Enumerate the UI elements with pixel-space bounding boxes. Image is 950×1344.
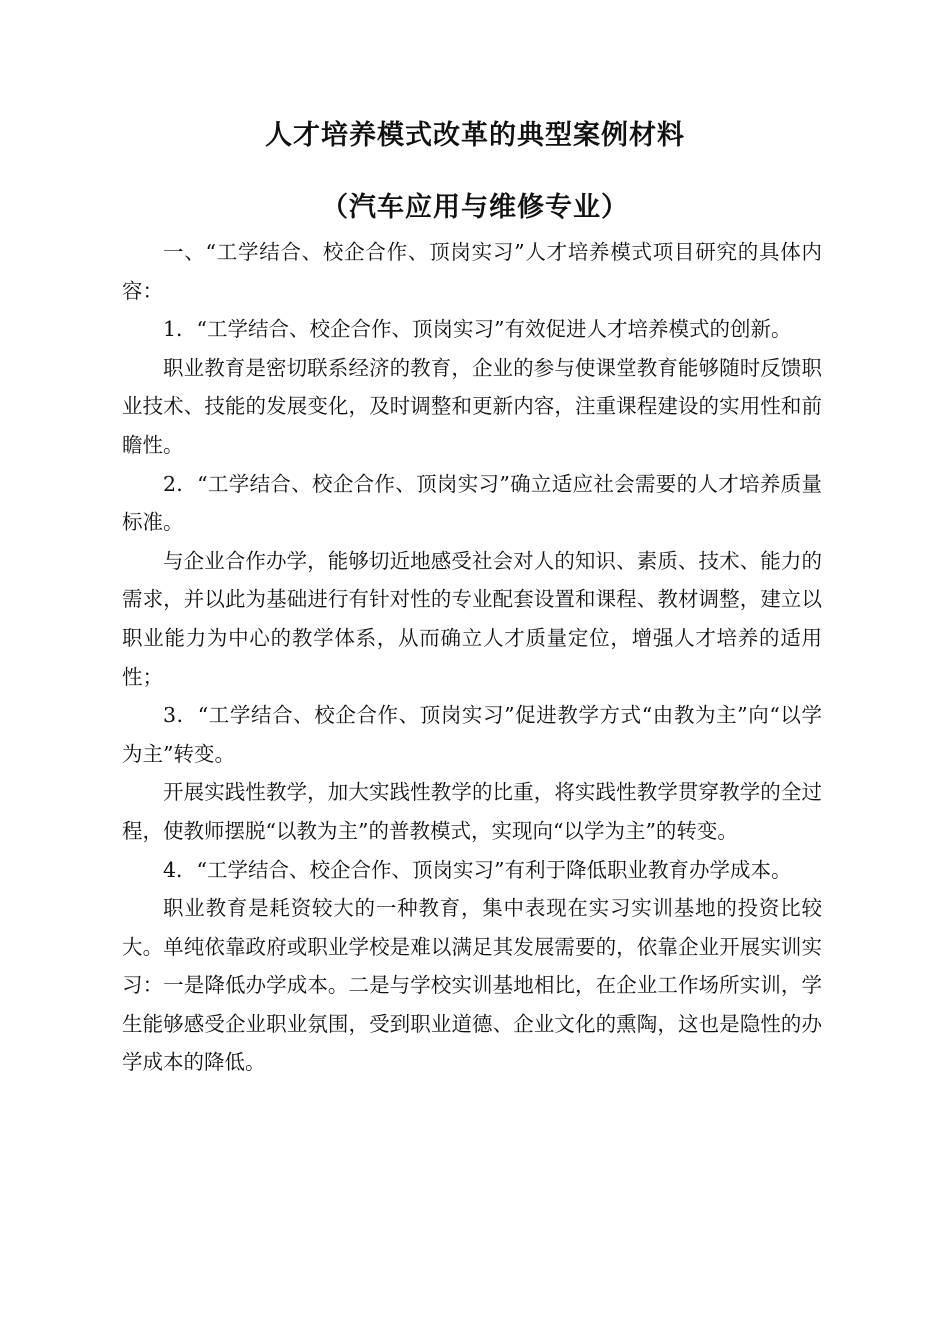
body-paragraph-2: 与企业合作办学，能够切近地感受社会对人的知识、素质、技术、能力的需求，并以此为基础进行有针对性的专业配套设置和课程、教材调整，建立以职业能力为中心的教学体系，从而确立人才质量定位，增强人才培养的适用性； [122,548,822,689]
point-heading-3: 3．“工学结合、校企合作、顶岗实习”促进教学方式“由教为主”向“以学为主”转变。 [122,703,822,766]
body-paragraph-1: 职业教育是密切联系经济的教育，企业的参与使课堂教育能够随时反馈职业技术、技能的发展变化，及时调整和更新内容，注重课程建设的实用性和前瞻性。 [122,355,822,457]
document-title: 人才培养模式改革的典型案例材料 [265,120,685,151]
section-heading-1: 一、“工学结合、校企合作、顶岗实习”人才培养模式项目研究的具体内容： [122,240,822,303]
document-subtitle: （汽车应用与维修专业） [321,192,629,223]
point-heading-4: 4．“工学结合、校企合作、顶岗实习”有利于降低职业教育办学成本。 [163,857,792,882]
point-heading-1: 1．“工学结合、校企合作、顶岗实习”有效促进人才培养模式的创新。 [163,317,792,342]
body-paragraph-4: 职业教育是耗资较大的一种教育，集中表现在实习实训基地的投资比较大。单纯依靠政府或职业学校是难以满足其发展需要的，依靠企业开展实训实习：一是降低办学成本。二是与学校实训基地相比，在企业工作场所实训，学生能够感受企业职业氛围，受到职业道德、企业文化的熏陶，这也是隐性的办学成本的降低。 [122,896,822,1075]
document-body [122,233,822,1082]
point-heading-2: 2．“工学结合、校企合作、顶岗实习”确立适应社会需要的人才培养质量标准。 [122,471,822,535]
body-paragraph-3: 开展实践性教学，加大实践性教学的比重，将实践性教学贯穿教学的全过程，使教师摆脱“以教为主”的普教模式，实现向“以学为主”的转变。 [122,780,822,843]
